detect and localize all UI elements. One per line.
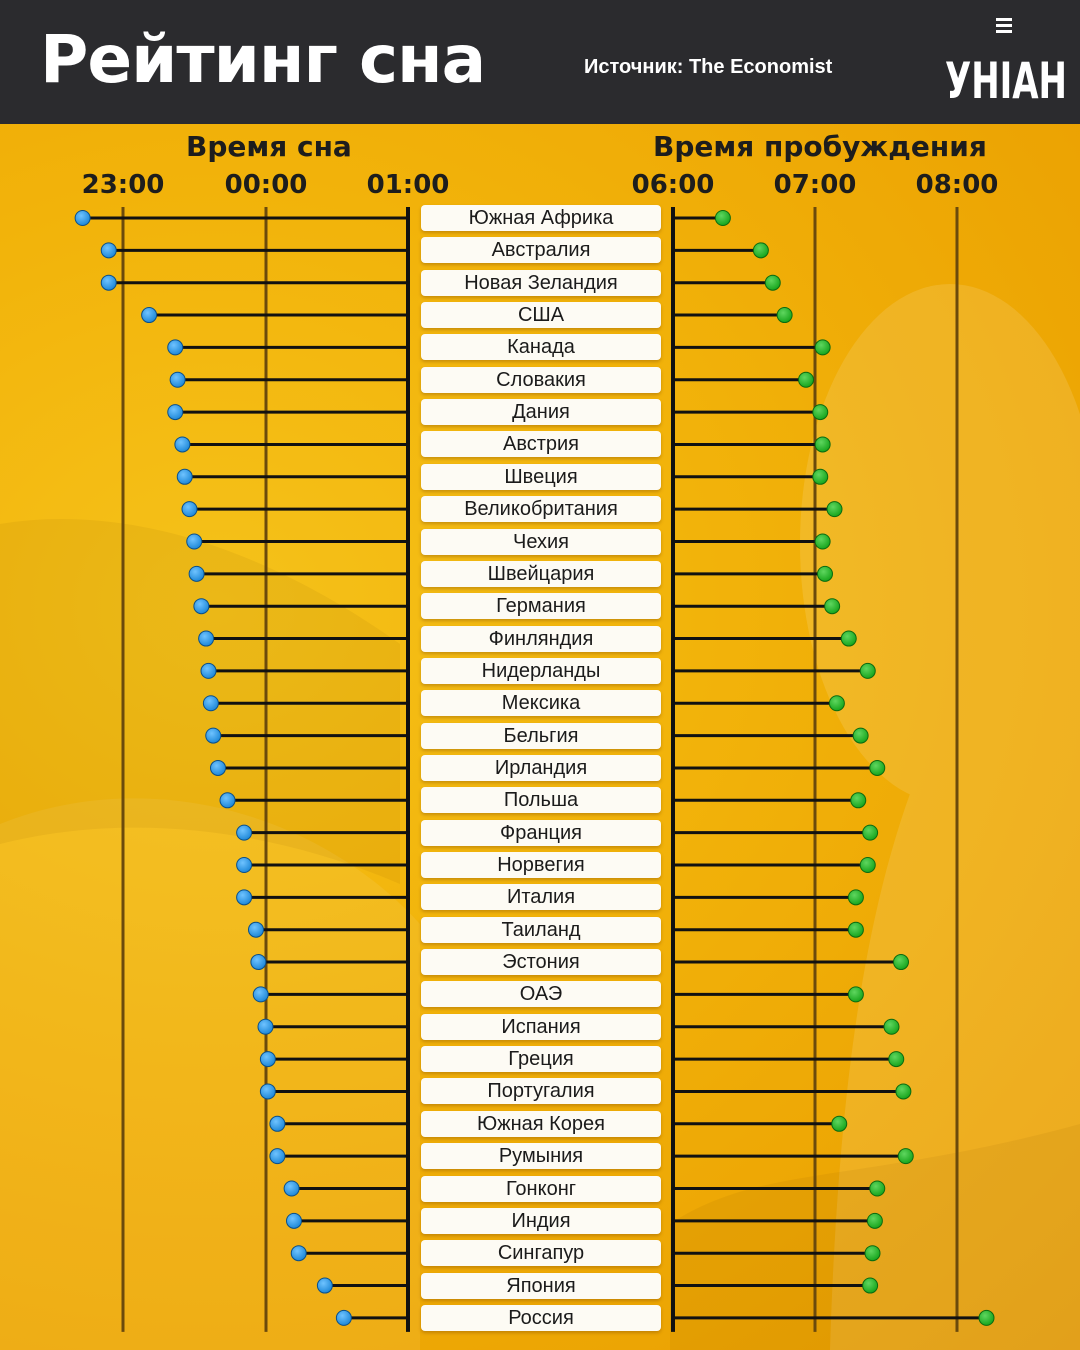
wake-time-dot — [815, 340, 830, 355]
wake-time-dot — [813, 469, 828, 484]
country-label: Япония — [421, 1273, 661, 1299]
wake-time-dot — [765, 275, 780, 290]
country-label: Бельгия — [421, 723, 661, 749]
sleep-time-dot — [336, 1310, 351, 1325]
sleep-time-dot — [260, 1084, 275, 1099]
country-label: Италия — [421, 884, 661, 910]
country-label: Нидерланды — [421, 658, 661, 684]
wake-time-dot — [848, 890, 863, 905]
country-label: Норвегия — [421, 852, 661, 878]
wake-time-dot — [848, 922, 863, 937]
wake-time-dot — [884, 1019, 899, 1034]
sleep-time-dot — [270, 1116, 285, 1131]
wake-time-dot — [896, 1084, 911, 1099]
wake-time-dot — [813, 405, 828, 420]
sleep-time-dot — [284, 1181, 299, 1196]
sleep-time-dot — [291, 1246, 306, 1261]
sleep-tick-label: 23:00 — [81, 170, 165, 200]
sleep-time-dot — [168, 405, 183, 420]
sleep-time-dot — [182, 502, 197, 517]
sleep-time-dot — [249, 922, 264, 937]
sleep-time-dot — [251, 955, 266, 970]
wake-time-dot — [825, 599, 840, 614]
country-label: Индия — [421, 1208, 661, 1234]
country-label: Греция — [421, 1046, 661, 1072]
wake-time-dot — [870, 1181, 885, 1196]
country-label: Австралия — [421, 237, 661, 263]
sleep-time-dot — [260, 1052, 275, 1067]
wake-time-dot — [818, 566, 833, 581]
country-label: Швеция — [421, 464, 661, 490]
wake-time-dot — [832, 1116, 847, 1131]
wake-time-dot — [979, 1310, 994, 1325]
sleep-time-dot — [187, 534, 202, 549]
wake-time-dot — [853, 728, 868, 743]
sleep-time-dot — [237, 858, 252, 873]
wake-time-dot — [815, 437, 830, 452]
country-label: Дания — [421, 399, 661, 425]
country-label: Великобритания — [421, 496, 661, 522]
wake-tick-label: 08:00 — [915, 170, 999, 200]
sleep-time-dot — [189, 566, 204, 581]
country-label: Польша — [421, 787, 661, 813]
country-label: Австрия — [421, 431, 661, 457]
wake-time-dot — [815, 534, 830, 549]
source-caption: Источник: The Economist — [584, 56, 833, 78]
wake-time-dot — [898, 1149, 913, 1164]
wake-time-dot — [851, 793, 866, 808]
country-label: Гонконг — [421, 1176, 661, 1202]
sleep-time-dot — [258, 1019, 273, 1034]
country-label: Сингапур — [421, 1240, 661, 1266]
country-label: Таиланд — [421, 917, 661, 943]
sleep-tick-label: 00:00 — [224, 170, 308, 200]
wake-time-dot — [863, 825, 878, 840]
country-label: Южная Корея — [421, 1111, 661, 1137]
wake-time-dot — [867, 1213, 882, 1228]
wake-tick-label: 06:00 — [631, 170, 715, 200]
sleep-tick-label: 01:00 — [366, 170, 450, 200]
country-label: ОАЭ — [421, 981, 661, 1007]
country-label: Россия — [421, 1305, 661, 1331]
country-label: Эстония — [421, 949, 661, 975]
sleep-time-dot — [75, 211, 90, 226]
country-label: Ирландия — [421, 755, 661, 781]
country-label: Испания — [421, 1014, 661, 1040]
country-label: Чехия — [421, 529, 661, 555]
country-label: Мексика — [421, 690, 661, 716]
country-label: Португалия — [421, 1078, 661, 1104]
sleep-time-dot — [170, 372, 185, 387]
wake-time-dot — [860, 858, 875, 873]
country-label: Швейцария — [421, 561, 661, 587]
wake-time-dot — [715, 211, 730, 226]
sleep-time-dot — [237, 825, 252, 840]
sleep-time-dot — [206, 728, 221, 743]
wake-time-dot — [827, 502, 842, 517]
country-label: Южная Африка — [421, 205, 661, 231]
sleep-time-dot — [287, 1213, 302, 1228]
sleep-time-dot — [101, 243, 116, 258]
country-label: Германия — [421, 593, 661, 619]
sleep-time-dot — [201, 663, 216, 678]
country-label: Новая Зеландия — [421, 270, 661, 296]
wake-time-dot — [863, 1278, 878, 1293]
wake-time-title: Время пробуждения — [653, 130, 987, 163]
sleep-time-dot — [142, 308, 157, 323]
sleep-time-dot — [199, 631, 214, 646]
wake-time-dot — [753, 243, 768, 258]
sleep-time-dot — [317, 1278, 332, 1293]
svg-text:УНІАН: УНІАН — [945, 52, 1067, 102]
sleep-time-dot — [220, 793, 235, 808]
wake-tick-label: 07:00 — [773, 170, 857, 200]
country-label: США — [421, 302, 661, 328]
country-label: Франция — [421, 820, 661, 846]
sleep-time-dot — [203, 696, 218, 711]
page-title: Рейтинг сна — [40, 21, 486, 98]
sleep-time-dot — [177, 469, 192, 484]
wake-time-dot — [860, 663, 875, 678]
sleep-time-dot — [168, 340, 183, 355]
country-label: Словакия — [421, 367, 661, 393]
wake-time-dot — [841, 631, 856, 646]
wake-time-dot — [870, 760, 885, 775]
sleep-time-dot — [101, 275, 116, 290]
sleep-time-dot — [253, 987, 268, 1002]
wake-time-dot — [829, 696, 844, 711]
country-label: Румыния — [421, 1143, 661, 1169]
sleep-time-dot — [270, 1149, 285, 1164]
wake-time-dot — [865, 1246, 880, 1261]
wake-time-dot — [889, 1052, 904, 1067]
sleep-time-dot — [211, 760, 226, 775]
wake-time-dot — [894, 955, 909, 970]
sleep-time-title: Время сна — [186, 130, 352, 163]
sleep-time-dot — [194, 599, 209, 614]
country-label: Канада — [421, 334, 661, 360]
wake-time-dot — [799, 372, 814, 387]
country-label: Финляндия — [421, 626, 661, 652]
wake-time-dot — [777, 308, 792, 323]
sleep-time-dot — [237, 890, 252, 905]
sleep-time-dot — [175, 437, 190, 452]
wake-time-dot — [848, 987, 863, 1002]
